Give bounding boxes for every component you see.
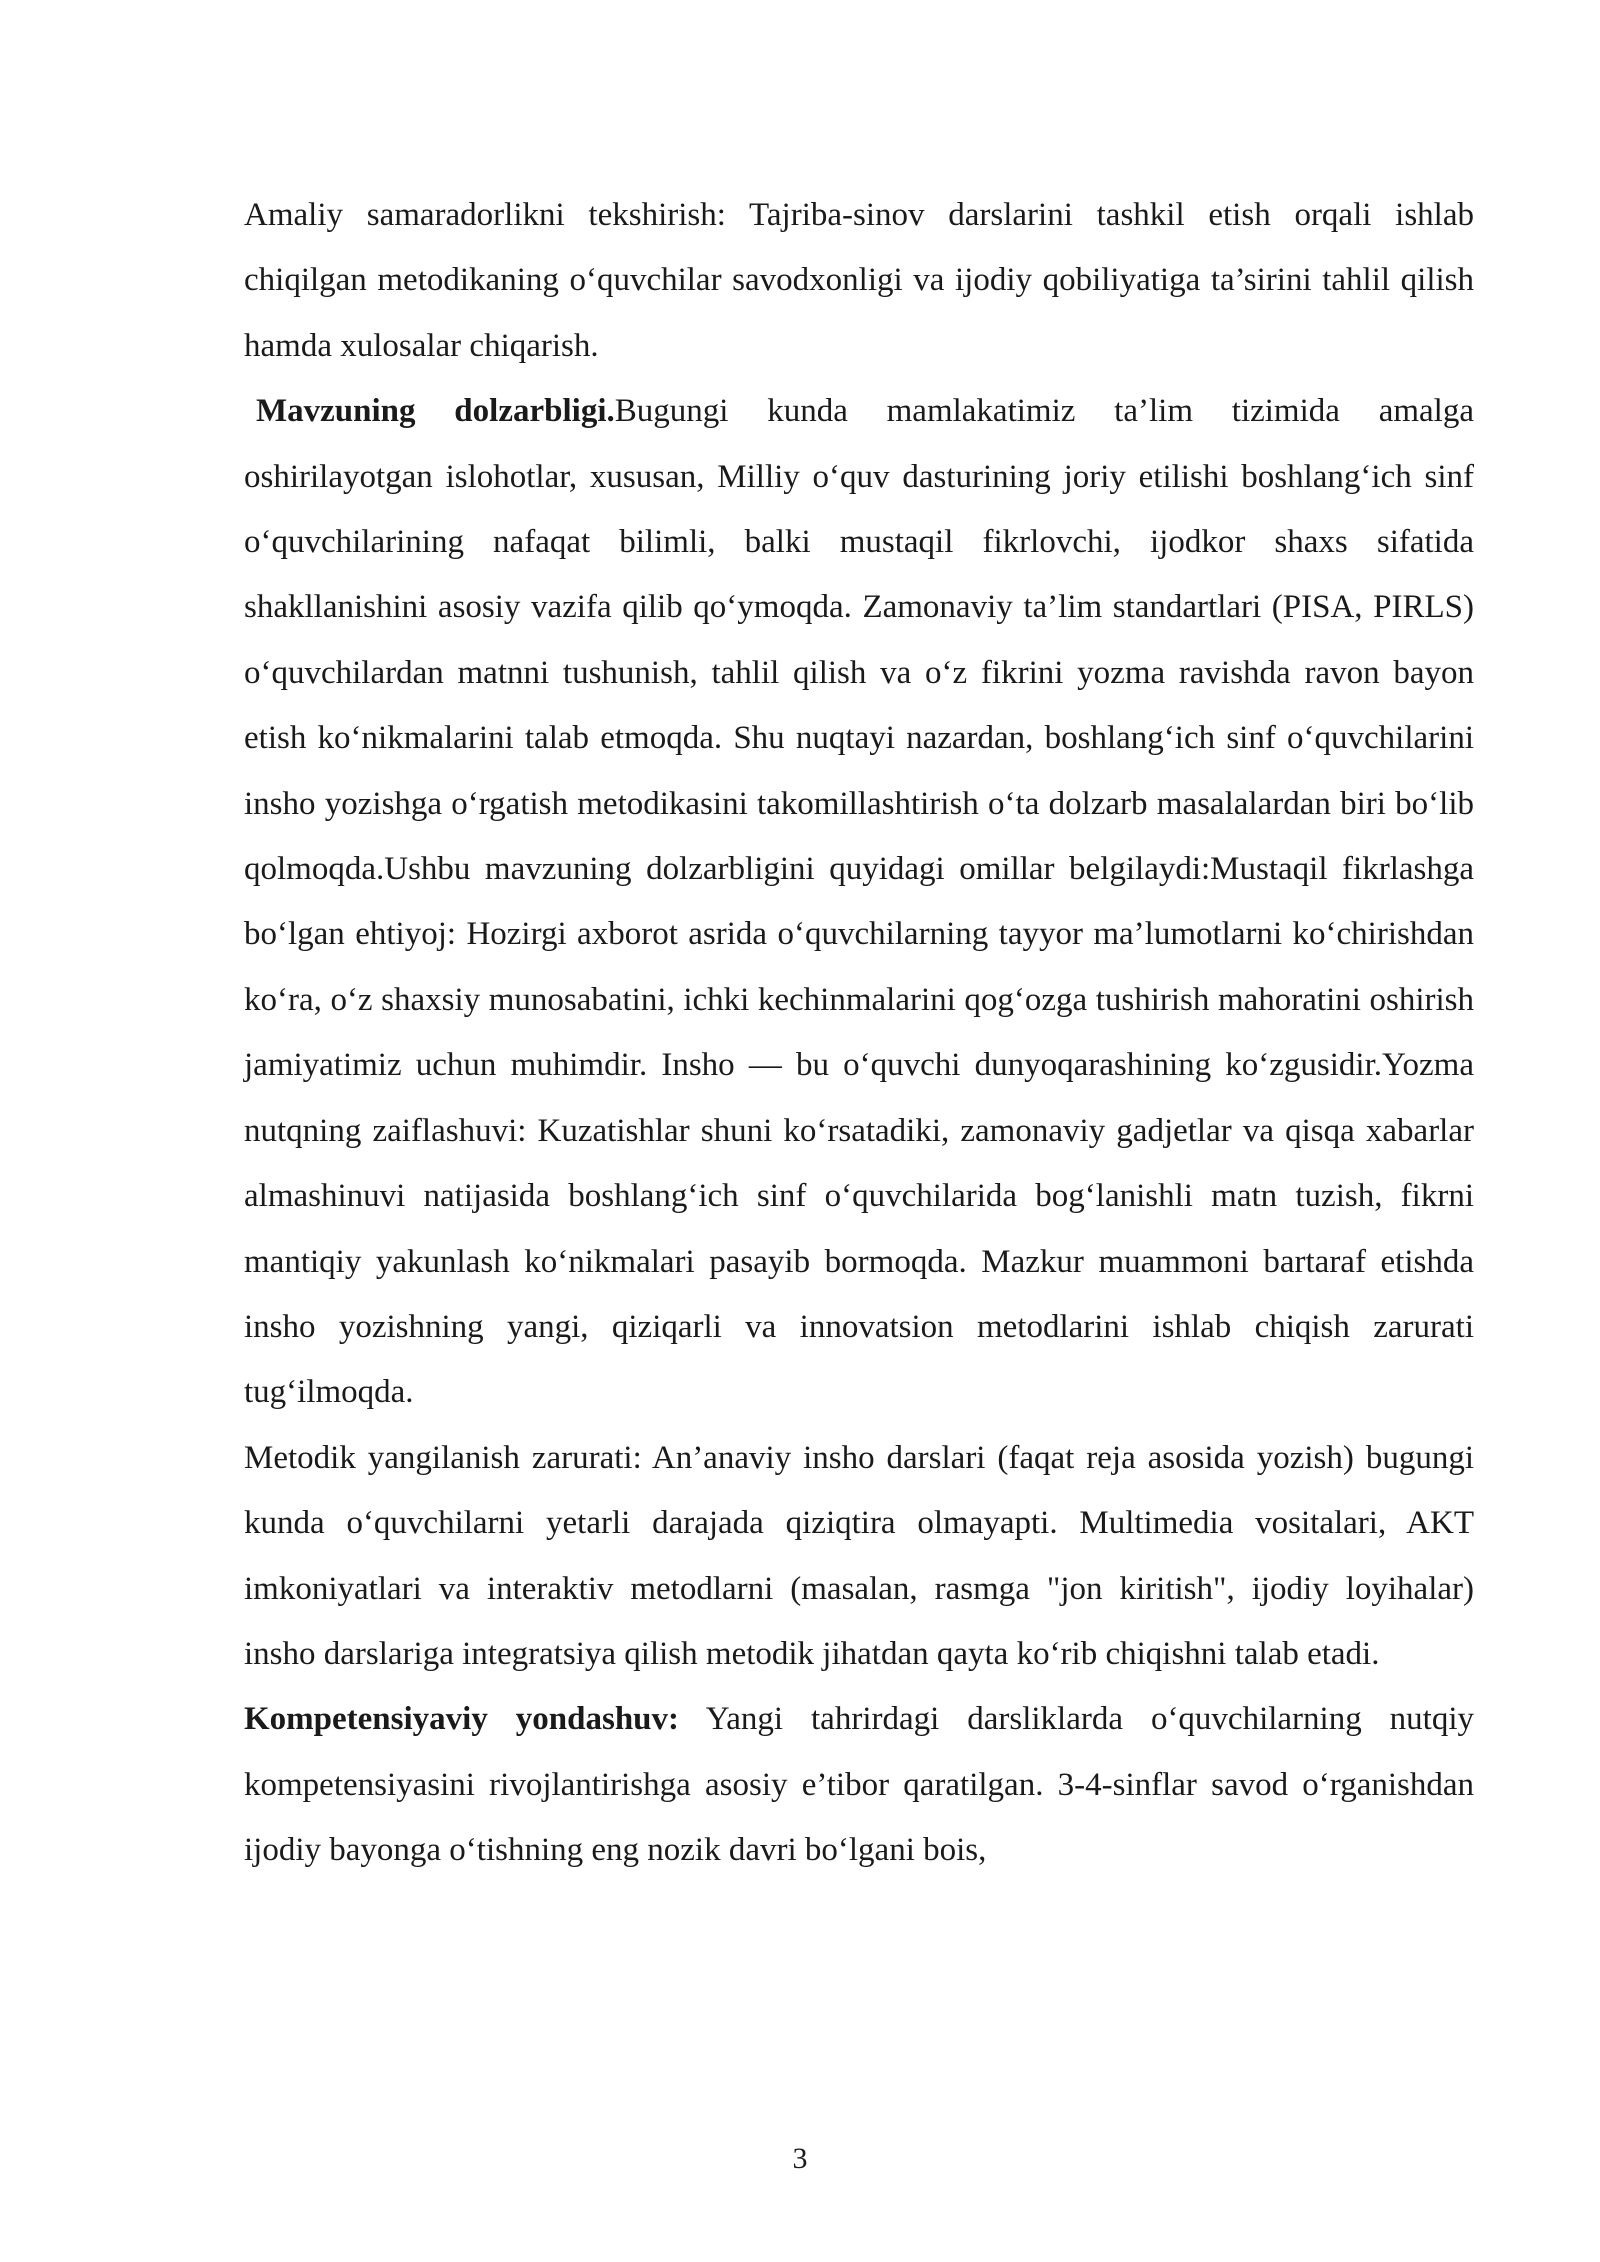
paragraph-heading: Mavzuning dolzarbligi.: [256, 393, 615, 430]
paragraph-practical-effectiveness: [244, 183, 1474, 379]
paragraph-topic-relevance: [244, 379, 1474, 1426]
paragraph-heading: Kompetensiyaviy yondashuv:: [244, 1701, 680, 1738]
paragraph-text: Yangi tahrirdagi darsliklarda o‘quvchilarning nutqiy kompetensiyasini rivojlantirishga asosiy e’tibor qaratilgan. 3-4-sinflar savod o‘rganishdan ijodiy bayonga o‘tishning eng nozik davri bo‘lgani bois,: [244, 1701, 1474, 1869]
paragraph-text: Amaliy samaradorlikni tekshirish: Tajriba-sinov darslarini tashkil etish orqali ishlab chiqilgan metodikaning o‘quvchilar savodxonligi va ijodiy qobiliyatiga ta’sirini tahlil qilish hamda xulosalar chiqarish.: [244, 197, 1474, 364]
paragraph-text: Metodik yangilanish zarurati: An’anaviy insho darslari (faqat reja asosida yozish) bugungi kunda o‘quvchilarni yetarli darajada qiziqtira olmayapti. Multimedia vositalari, AKT imkoniyatlari va interaktiv metodlarni (masalan, rasmga "jon kiritish", ijodiy loyihalar) insho darslariga integratsiya qilish metodik jihatdan qayta ko‘rib chiqishni talab etadi.: [244, 1439, 1474, 1672]
paragraph-text: Bugungi kunda mamlakatimiz ta’lim tizimida amalga oshirilayotgan islohotlar, xususan, Milliy o‘quv dasturining joriy etilishi boshlang‘ich sinf o‘quvchilarining nafaqat bilimli, balki mustaqil fikrlovchi, ijodkor shaxs sifatida shakllanishini asosiy vazifa qilib qo‘ymoqda. Zamonaviy ta’lim standartlari (PISA, PIRLS) o‘quvchilardan matnni tushunish, tahlil qilish va o‘z fikrini yozma ravishda ravon bayon etish ko‘nikmalarini talab etmoqda. Shu nuqtayi nazardan, boshlang‘ich sinf o‘quvchilarini insho yozishga o‘rgatish metodikasini takomillashtirish o‘ta dolzarb masalalardan biri bo‘lib qolmoqda.Ushbu mavzuning dolzarbligini quyidagi omillar belgilaydi:Mustaqil fikrlashga bo‘lgan ehtiyoj: Hozirgi axborot asrida o‘quvchilarning tayyor ma’lumotlarni ko‘chirishdan ko‘ra, o‘z shaxsiy munosabatini, ichki kechinmalarini qog‘ozga tushirish mahoratini oshirish jamiyatimiz uchun muhimdir. Insho — bu o‘quvchi dunyoqarashining ko‘zgusidir.Yozma nutqning zaiflashuvi: Kuzatishlar shuni ko‘rsatadiki, zamonaviy gadjetlar va qisqa xabarlar almashinuvi natijasida boshlang‘ich sinf o‘quvchilarida bog‘lanishli matn tuzish, fikrni mantiqiy yakunlash ko‘nikmalari pasayib bormoqda. Mazkur muammoni bartaraf etishda insho yozishning yangi, qiziqarli va innovatsion metodlarini ishlab chiqish zarurati tug‘ilmoqda.: [244, 393, 1474, 1411]
paragraph-competency-approach: [244, 1687, 1474, 1883]
page-body: [244, 183, 1474, 1884]
paragraph-methodical-renewal: [244, 1426, 1474, 1688]
page-number: 3: [792, 2142, 808, 2175]
